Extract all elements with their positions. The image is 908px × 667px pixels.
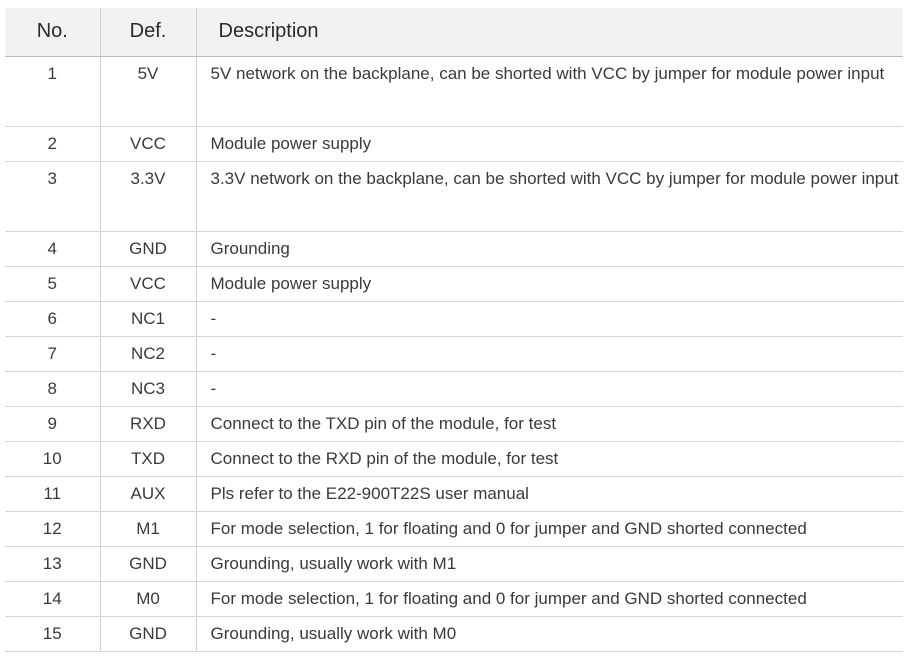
cell-description: Grounding <box>196 231 903 266</box>
cell-no <box>5 56 100 126</box>
table-row <box>5 266 903 301</box>
table-row <box>5 161 903 231</box>
table-row <box>5 371 903 406</box>
cell-description: For mode selection, 1 for floating and 0 for jumper and GND shorted connected <box>196 511 903 546</box>
cell-no: 13 <box>5 546 100 581</box>
cell-description: Module power supply <box>196 266 903 301</box>
pin-definition-table <box>5 8 903 652</box>
cell-description: Module power supply <box>196 126 903 161</box>
cell-def: GND <box>100 616 196 651</box>
cell-no: 14 <box>5 581 100 616</box>
table-header <box>5 8 903 56</box>
header-def: Def. <box>100 8 196 56</box>
cell-no: 15 <box>5 616 100 651</box>
cell-description: - <box>196 371 903 406</box>
table-row <box>5 301 903 336</box>
cell-description: - <box>196 301 903 336</box>
cell-no-text: 3 <box>47 168 57 188</box>
header-description: Description <box>196 8 903 56</box>
table-row <box>5 126 903 161</box>
cell-def: GND <box>100 231 196 266</box>
cell-description: Pls refer to the E22-900T22S user manual <box>196 476 903 511</box>
cell-def: TXD <box>100 441 196 476</box>
cell-no-text: 1 <box>47 63 57 83</box>
cell-description <box>196 161 903 231</box>
cell-def: NC1 <box>100 301 196 336</box>
cell-def: AUX <box>100 476 196 511</box>
cell-no: 11 <box>5 476 100 511</box>
table-row <box>5 231 903 266</box>
table-row <box>5 441 903 476</box>
cell-def: RXD <box>100 406 196 441</box>
cell-description <box>196 56 903 126</box>
cell-def <box>100 56 196 126</box>
cell-no: 2 <box>5 126 100 161</box>
cell-def: M0 <box>100 581 196 616</box>
cell-description-text: 5V network on the backplane, can be shorted with VCC by jumper for module power input <box>210 63 885 83</box>
cell-no: 12 <box>5 511 100 546</box>
cell-def: VCC <box>100 266 196 301</box>
header-no: No. <box>5 8 100 56</box>
cell-def <box>100 161 196 231</box>
table-row <box>5 581 903 616</box>
cell-no: 5 <box>5 266 100 301</box>
table-body <box>5 56 903 651</box>
cell-def: NC3 <box>100 371 196 406</box>
cell-description: For mode selection, 1 for floating and 0 for jumper and GND shorted connected <box>196 581 903 616</box>
cell-description: Grounding, usually work with M1 <box>196 546 903 581</box>
table-row <box>5 476 903 511</box>
cell-description: Connect to the RXD pin of the module, for test <box>196 441 903 476</box>
cell-no: 8 <box>5 371 100 406</box>
table-row <box>5 546 903 581</box>
cell-description: - <box>196 336 903 371</box>
header-row <box>5 8 903 56</box>
table-row <box>5 336 903 371</box>
table-row <box>5 511 903 546</box>
cell-def-text: 3.3V <box>130 168 166 188</box>
cell-def: VCC <box>100 126 196 161</box>
cell-no: 10 <box>5 441 100 476</box>
cell-description: Grounding, usually work with M0 <box>196 616 903 651</box>
table-row <box>5 616 903 651</box>
cell-description-text: 3.3V network on the backplane, can be shorted with VCC by jumper for module power input <box>210 168 899 188</box>
cell-no: 4 <box>5 231 100 266</box>
cell-no: 6 <box>5 301 100 336</box>
pin-definition-table-container <box>5 8 903 652</box>
table-row <box>5 56 903 126</box>
cell-def: NC2 <box>100 336 196 371</box>
cell-no: 7 <box>5 336 100 371</box>
cell-description: Connect to the TXD pin of the module, for test <box>196 406 903 441</box>
table-row <box>5 406 903 441</box>
cell-def: M1 <box>100 511 196 546</box>
cell-no: 9 <box>5 406 100 441</box>
cell-no <box>5 161 100 231</box>
cell-def-text: 5V <box>137 63 159 83</box>
cell-def: GND <box>100 546 196 581</box>
